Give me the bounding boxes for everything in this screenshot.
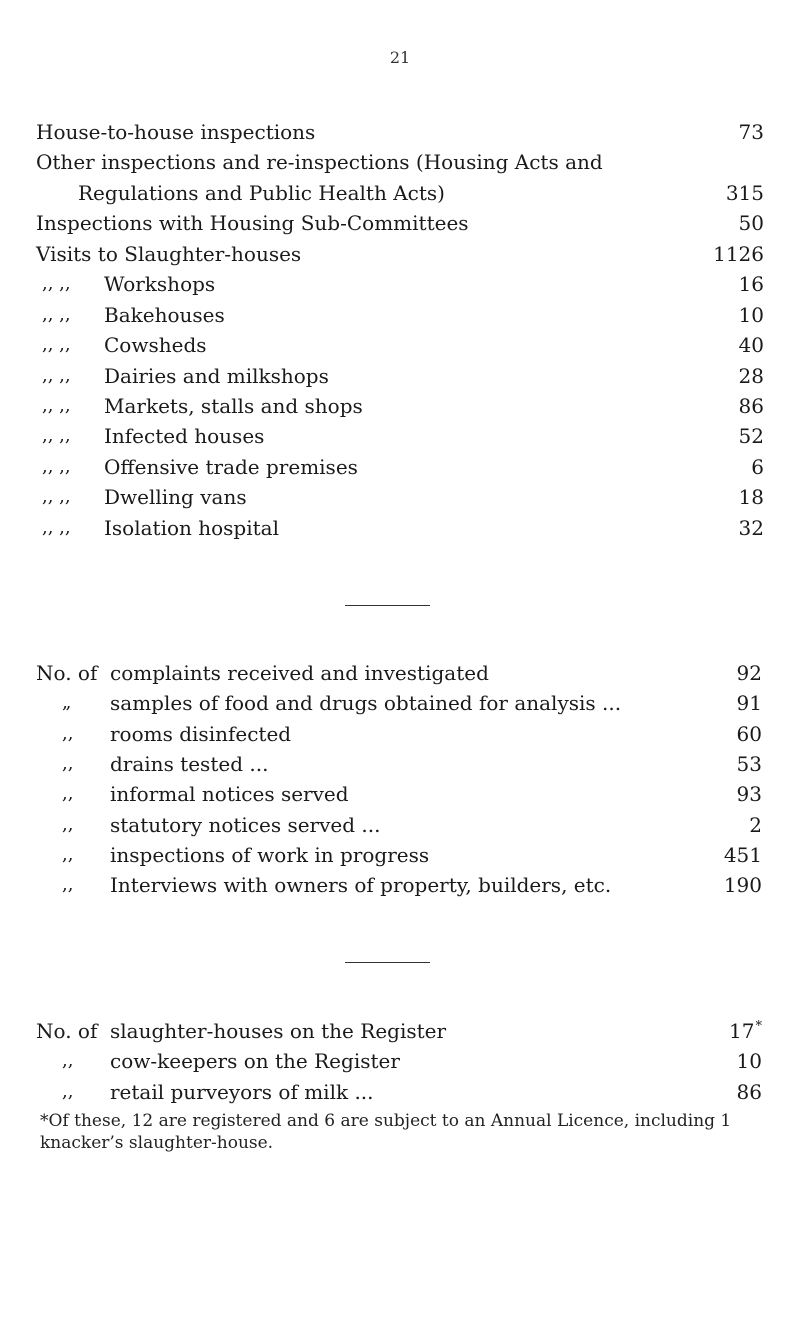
section-divider — [345, 962, 430, 963]
ditto-mark: ,, ,, — [42, 517, 71, 538]
ditto-mark: ,, — [62, 753, 74, 774]
inspection-row: ,, ,, Dwelling vans 18 — [0, 482, 800, 512]
footnote-mark: * — [755, 1019, 762, 1034]
ditto-mark: „ — [62, 692, 72, 713]
inspection-row: ,, ,, Dairies and milkshops 28 — [0, 361, 800, 391]
inspection-row: ,, ,, Isolation hospital 32 — [0, 513, 800, 543]
ditto-mark: ,, — [62, 844, 74, 865]
inspection-row: ,, ,, Workshops 16 — [0, 269, 800, 299]
register-row: ,, retail purveyors of milk ... 86 — [0, 1077, 800, 1107]
ditto-mark: ,, — [62, 1050, 74, 1071]
ditto-mark: ,, — [62, 723, 74, 744]
ditto-mark: ,, ,, — [42, 456, 71, 477]
ditto-mark: ,, ,, — [42, 304, 71, 325]
ditto-mark: ,, ,, — [42, 425, 71, 446]
register-row: No. of slaughter-houses on the Register 17* — [36, 1019, 762, 1043]
inspection-row: ,, ,, Infected houses 52 — [0, 421, 800, 451]
complaint-row: „ samples of food and drugs obtained for analysis ... 91 — [0, 688, 800, 718]
complaint-row: ,, informal notices served 93 — [0, 779, 800, 809]
inspection-row: Regulations and Public Health Acts) 315 — [78, 181, 764, 205]
inspection-row: Inspections with Housing Sub-Committees 50 — [36, 211, 764, 235]
ditto-mark: ,, ,, — [42, 395, 71, 416]
page-number: 21 — [389, 48, 411, 67]
footnote: *Of these, 12 are registered and 6 are subject to an Annual Licence, including 1 knacker’s slaughter-house. — [40, 1111, 732, 1153]
inspection-row: ,, ,, Bakehouses 10 — [0, 300, 800, 330]
register-row: ,, cow-keepers on the Register 10 — [0, 1046, 800, 1076]
inspection-row: ,, ,, Cowsheds 40 — [0, 330, 800, 360]
ditto-mark: ,, — [62, 783, 74, 804]
ditto-mark: ,, — [62, 814, 74, 835]
complaint-row: ,, inspections of work in progress 451 — [0, 840, 800, 870]
ditto-mark: ,, — [62, 874, 74, 895]
complaint-row: ,, rooms disinfected 60 — [0, 719, 800, 749]
ditto-mark: ,, ,, — [42, 334, 71, 355]
inspection-row: Visits to Slaughter-houses 1126 — [36, 242, 764, 266]
inspection-row: ,, ,, Markets, stalls and shops 86 — [0, 391, 800, 421]
inspection-row: Other inspections and re-inspections (Housing Acts and — [36, 150, 603, 174]
ditto-mark: ,, — [62, 1081, 74, 1102]
complaint-row: ,, Interviews with owners of property, builders, etc. 190 — [0, 870, 800, 900]
inspection-row: ,, ,, Offensive trade premises 6 — [0, 452, 800, 482]
complaint-row: ,, drains tested ... 53 — [0, 749, 800, 779]
inspection-row: House-to-house inspections 73 — [36, 120, 764, 144]
complaint-row: No. of complaints received and investigated 92 — [36, 661, 762, 685]
complaint-row: ,, statutory notices served ... 2 — [0, 810, 800, 840]
ditto-mark: ,, ,, — [42, 365, 71, 386]
ditto-mark: ,, ,, — [42, 486, 71, 507]
ditto-mark: ,, ,, — [42, 273, 71, 294]
section-divider — [345, 605, 430, 606]
